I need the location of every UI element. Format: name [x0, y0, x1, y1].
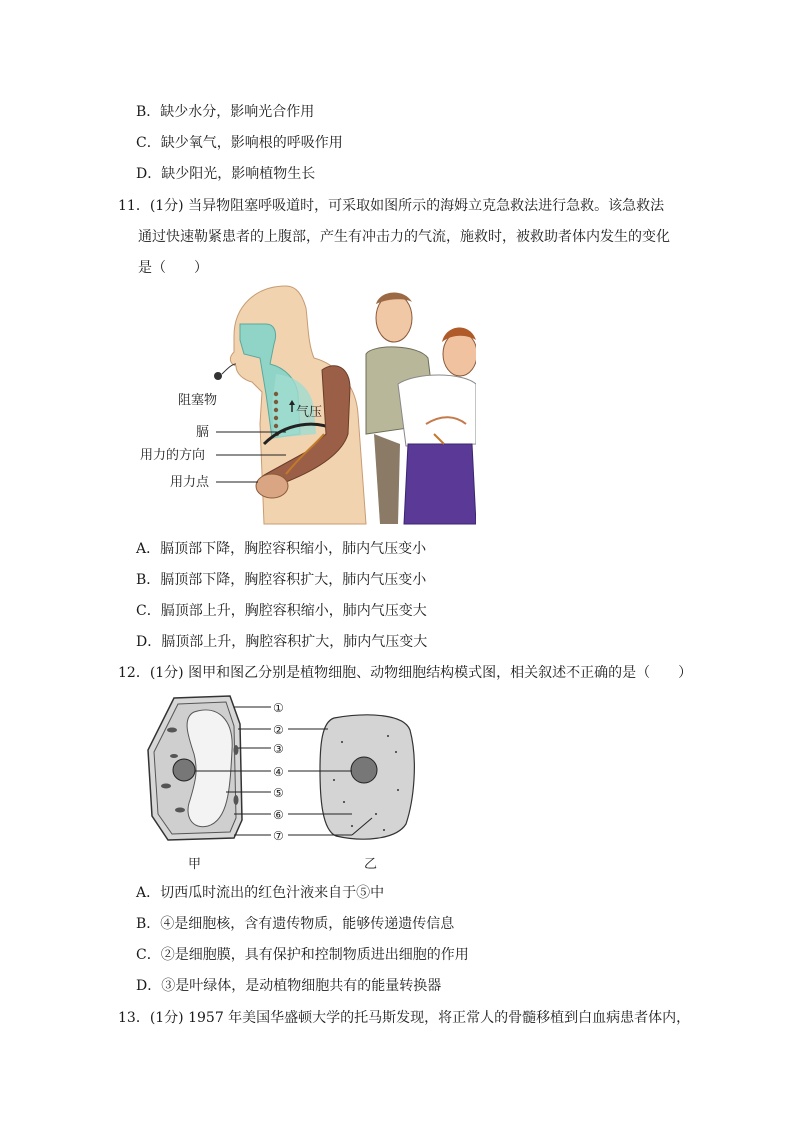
q11-option-b: B．膈顶部下降，胸腔容积扩大，肺内气压变小	[136, 572, 427, 588]
q12-option-a: A．切西瓜时流出的红色汁液来自于⑤中	[136, 885, 385, 901]
q10-option-d: D．缺少阳光，影响植物生长	[136, 166, 316, 182]
marker-1: ①	[273, 701, 284, 715]
rescue-people-illustration	[366, 292, 476, 524]
q11-stem-line-1: 11．(1分) 当异物阻塞呼吸道时，可采取如图所示的海姆立克急救法进行急救。该急救法	[118, 198, 665, 214]
q11-option-c: C．膈顶部上升，胸腔容积缩小，肺内气压变大	[136, 603, 427, 619]
label-obstruction: 阻塞物	[178, 393, 218, 408]
marker-7: ⑦	[273, 829, 284, 843]
label-plant-cell: 甲	[188, 857, 202, 872]
label-pressure: 气压	[296, 405, 323, 420]
q10-option-b: B．缺少水分，影响光合作用	[136, 104, 315, 120]
label-animal-cell: 乙	[364, 857, 378, 872]
marker-4: ④	[273, 765, 284, 779]
marker-6: ⑥	[273, 808, 284, 822]
marker-2: ②	[273, 723, 284, 737]
cell-figure	[138, 690, 438, 875]
q11-stem-line-3: 是（ ）	[138, 260, 208, 276]
marker-3: ③	[273, 742, 284, 756]
q12-stem: 12．(1分) 图甲和图乙分别是植物细胞、动物细胞结构模式图，相关叙述不正确的是（ ）	[118, 665, 693, 681]
marker-5: ⑤	[273, 786, 284, 800]
q13-stem: 13．(1分) 1957 年美国华盛顿大学的托马斯发现，将正常人的骨髓移植到白血病患者体内，	[118, 1010, 691, 1026]
label-diaphragm: 膈	[196, 425, 210, 440]
label-force-point: 用力点	[170, 475, 210, 490]
heimlich-figure	[136, 284, 476, 529]
label-force-direction: 用力的方向	[140, 448, 206, 463]
q12-option-d: D．③是叶绿体，是动植物细胞共有的能量转换器	[136, 978, 442, 994]
q12-option-b: B．④是细胞核，含有遗传物质，能够传递遗传信息	[136, 916, 455, 932]
q11-stem-line-2: 通过快速勒紧患者的上腹部，产生有冲击力的气流，施救时，被救助者体内发生的变化	[138, 229, 670, 245]
q11-option-a: A．膈顶部下降，胸腔容积缩小，肺内气压变小	[136, 541, 427, 557]
q11-option-d: D．膈顶部上升，胸腔容积扩大，肺内气压变大	[136, 634, 428, 650]
q12-option-c: C．②是细胞膜，具有保护和控制物质进出细胞的作用	[136, 947, 469, 963]
q10-option-c: C．缺少氧气，影响根的呼吸作用	[136, 135, 343, 151]
